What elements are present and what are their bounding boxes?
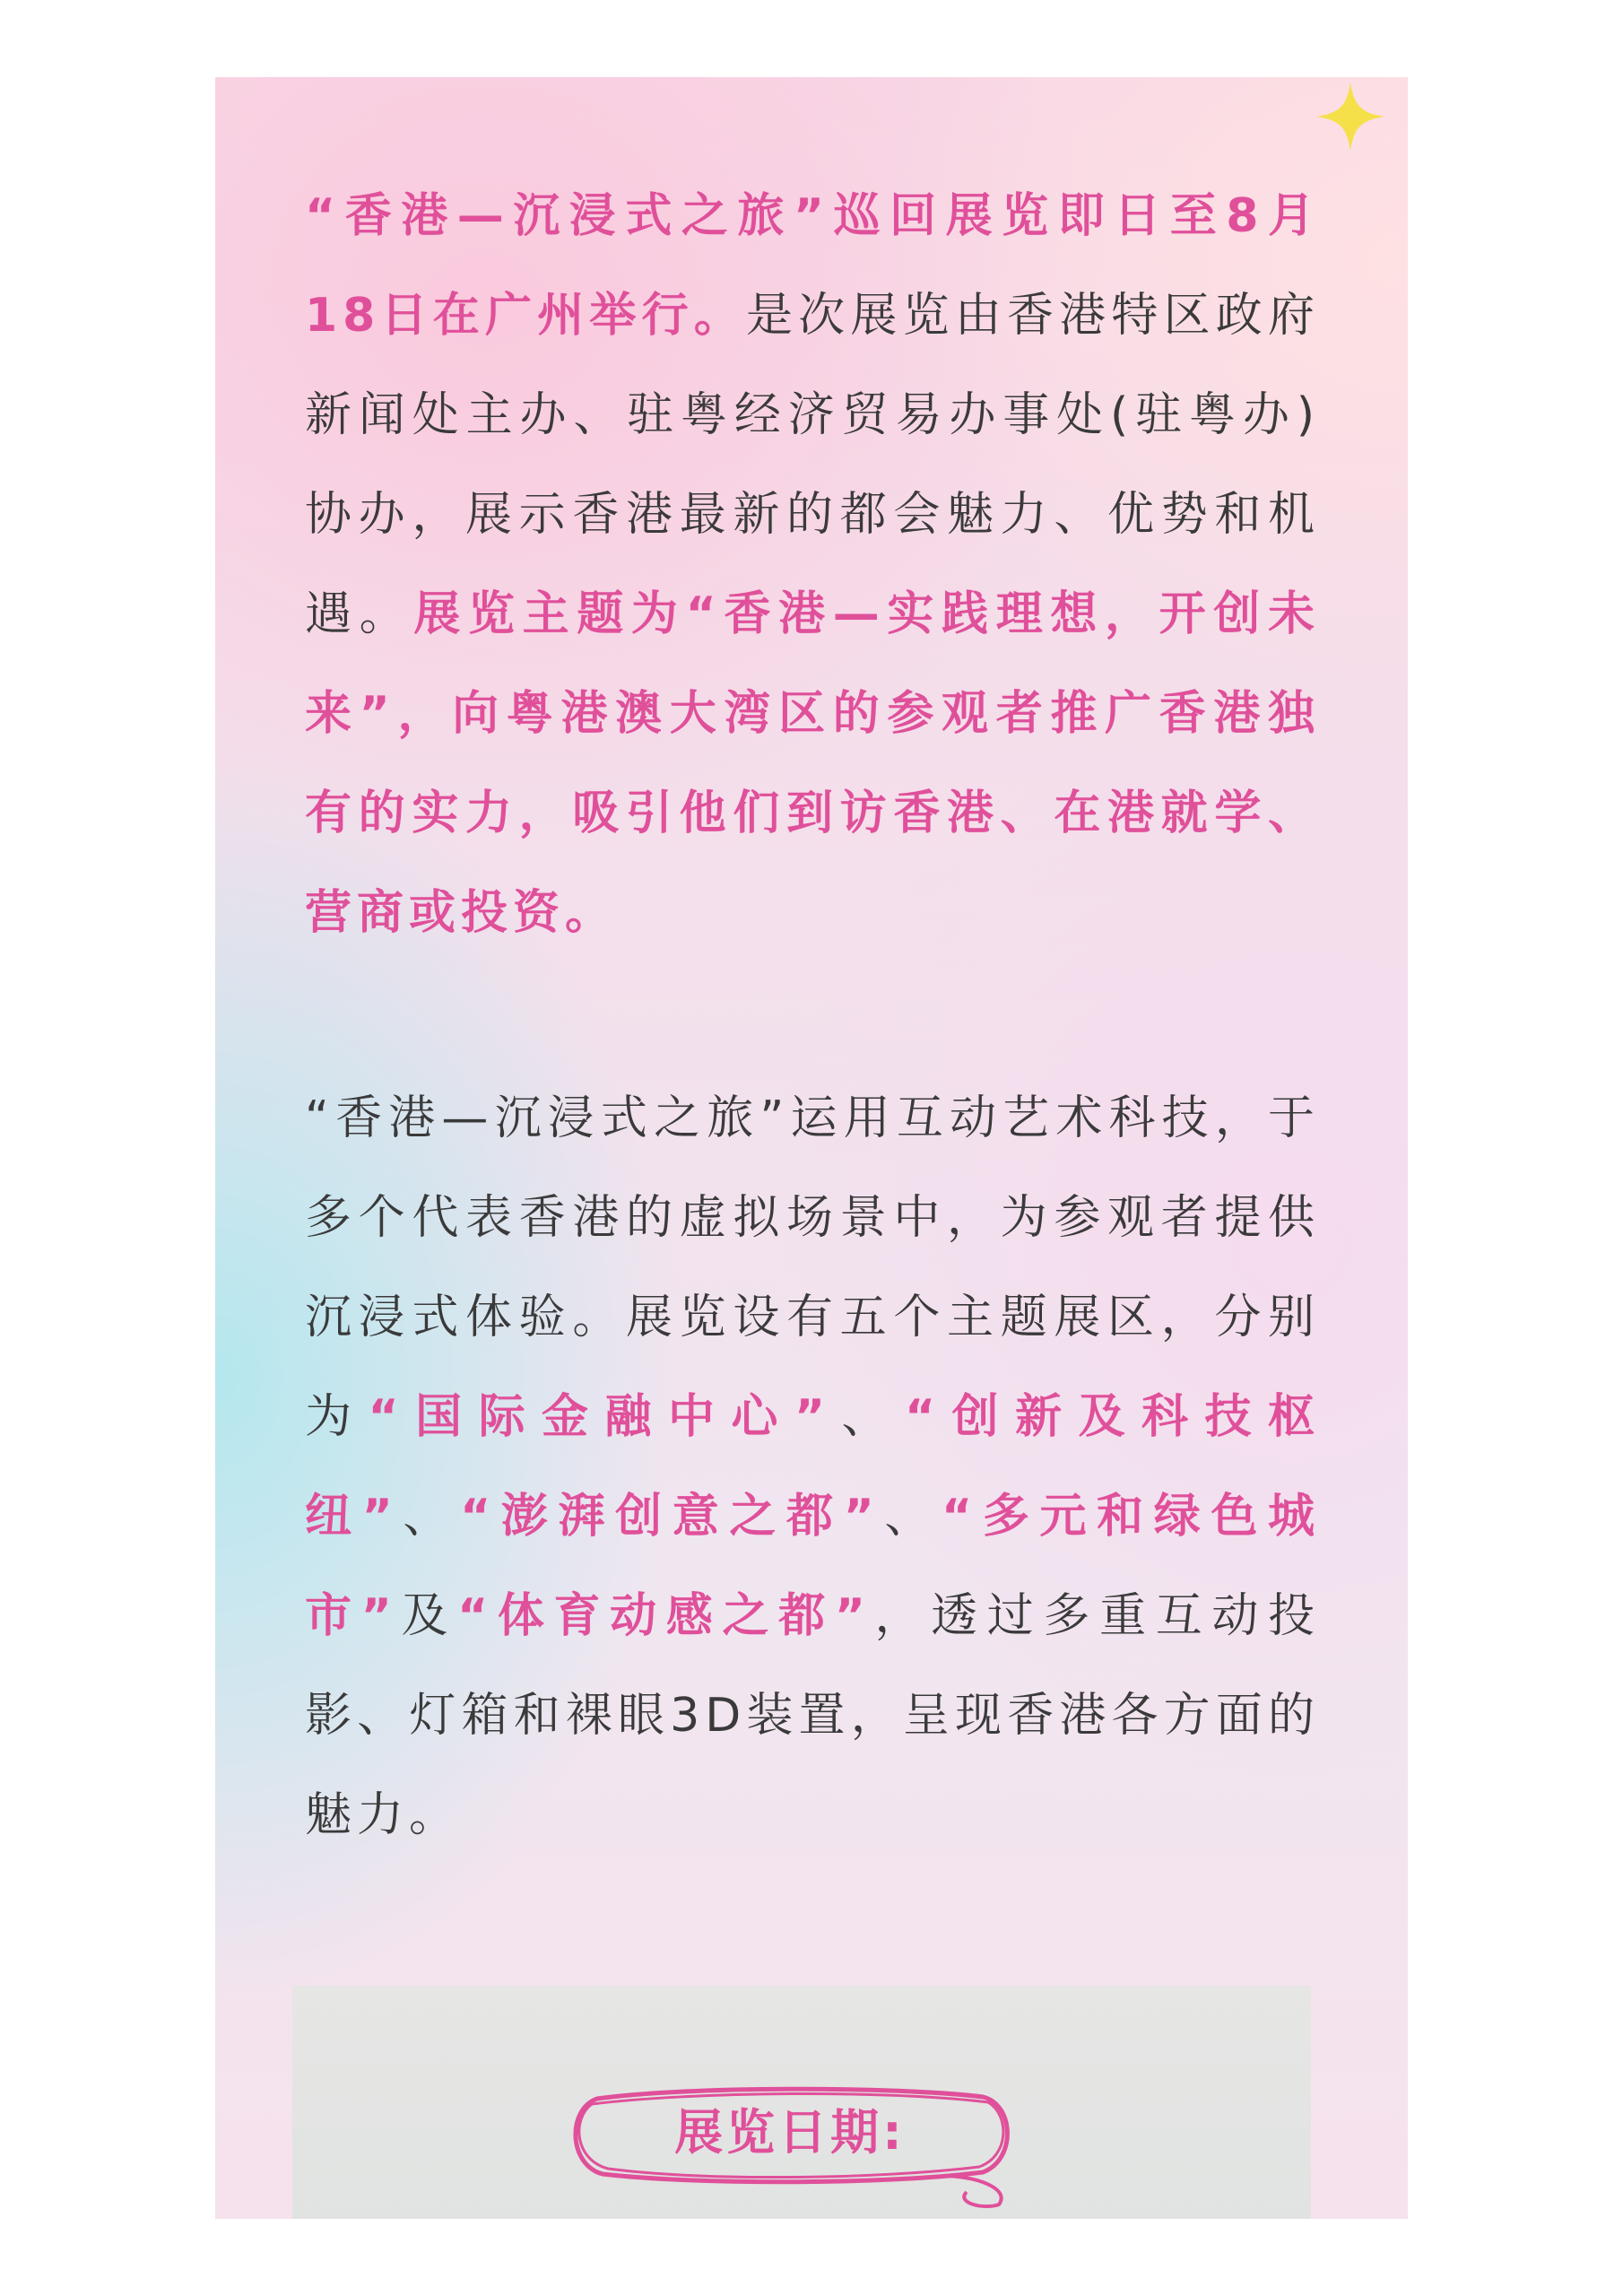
zones-outro-text: ，透过多重互动投影、灯箱和裸眼3D装置，呈现香港各方面的魅力。: [305, 1589, 1320, 1842]
date-section-panel: [292, 1986, 1311, 2219]
zone-separator: 、: [397, 1490, 461, 1544]
zone-green-city: “多元和绿色城市”: [305, 1490, 1320, 1643]
zone-separator: 、: [879, 1490, 942, 1544]
zones-intro-text: “香港—沉浸式之旅”运用互动艺术科技，于多个代表香港的虚拟场景中，为参观者提供沉浸式体验。展览设有五个主题展区，分别为: [305, 1091, 1320, 1444]
zone-innovation-hub: “创新及科技枢纽”: [305, 1390, 1320, 1544]
exhibition-theme-highlight: 展览主题为“香港—实践理想，开创未来”，向粤港澳大湾区的参观者推广香港独有的实力，吸引他们到访香港、在港就学、营商或投资。: [305, 587, 1320, 940]
organizer-text: 是次展览由香港特区政府新闻处主办、驻粤经济贸易办事处(驻粤办)协办，展示香港最新的都会魅力、优势和机遇。: [305, 289, 1320, 641]
zone-financial-centre: “国际金融中心”: [368, 1390, 831, 1444]
intro-paragraph: [305, 167, 1320, 963]
zone-creative-capital: “澎湃创意之都”: [460, 1490, 880, 1544]
zone-separator: 及: [396, 1589, 458, 1643]
zones-paragraph: [305, 1069, 1320, 1866]
article-card: [215, 77, 1408, 2219]
exhibition-date-label: 展览日期:: [674, 2104, 906, 2161]
date-badge: [561, 2079, 1019, 2187]
zone-sports-capital: “体育动感之都”: [457, 1589, 871, 1643]
exhibition-dates-highlight: “香港—沉浸式之旅”巡回展览即日至8月18日在广州举行。: [305, 189, 1320, 343]
sparkle-icon: [1315, 81, 1386, 152]
zone-separator: 、: [830, 1390, 906, 1444]
